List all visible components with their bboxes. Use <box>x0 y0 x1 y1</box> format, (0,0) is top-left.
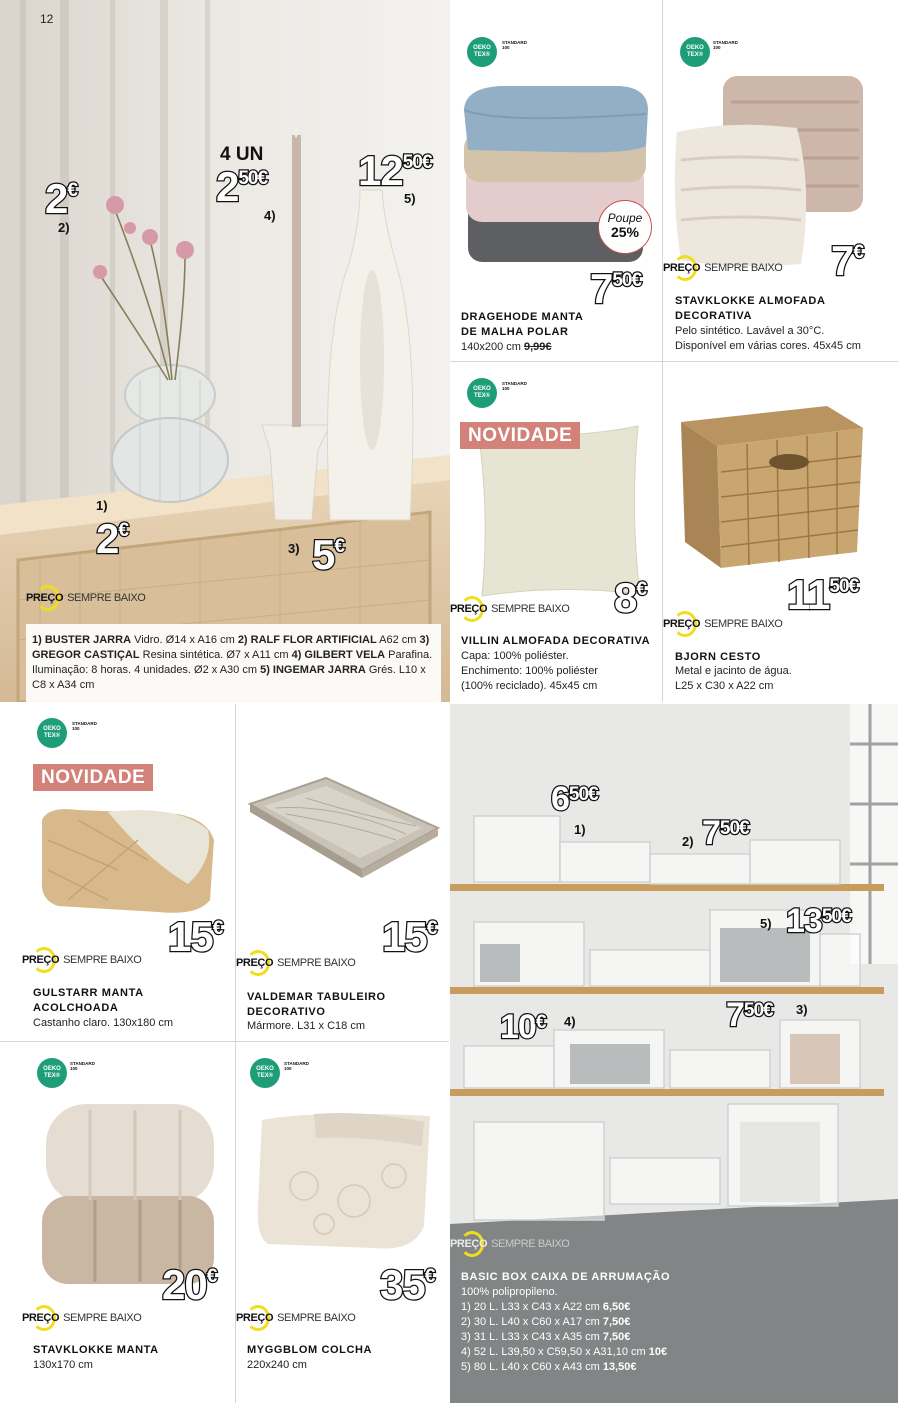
price-ingemar: 1250€ <box>358 147 432 194</box>
product-desc: 220x240 cm <box>247 1359 307 1371</box>
product-desc: Castanho claro. 130x180 cm <box>33 1017 174 1029</box>
price-villin: 8€ <box>614 574 646 621</box>
poupe-badge: Poupe 25% <box>598 200 652 254</box>
price-box-1: 650€ <box>551 780 598 818</box>
price-box-3: 750€ <box>726 996 773 1034</box>
product-valdemar <box>236 704 448 1040</box>
preco-sempre-baixo-logo: PREÇO SEMPRE BAIXO <box>26 585 145 611</box>
product-myggblom <box>236 1042 448 1403</box>
marker-box-4: 4) <box>564 1014 576 1029</box>
product-desc: 130x170 cm <box>33 1359 93 1371</box>
divider <box>235 704 236 1403</box>
oeko-tex-icon: OEKO TEX® <box>467 37 497 67</box>
price-vela: 250€ <box>216 163 268 210</box>
product-desc: Capa: 100% poliéster. Enchimento: 100% poliéster (100% reciclado). 45x45 cm <box>461 650 598 692</box>
page-number: 12 <box>40 12 54 26</box>
divider <box>450 361 898 362</box>
old-price: 9,99€ <box>523 341 552 353</box>
marker-2: 2) <box>58 220 70 235</box>
price-buster: 2€ <box>96 515 128 562</box>
standard-100-label: STANDARD 100 <box>713 40 738 50</box>
divider <box>0 1041 449 1042</box>
price-box-5: 1350€ <box>786 902 851 940</box>
product-desc: Mármore. L31 x C18 cm <box>247 1020 365 1032</box>
product-desc: 140x200 cm 9,99€ <box>461 341 552 353</box>
oeko-tex-icon: OEKO TEX® <box>250 1058 280 1088</box>
product-gulstarr <box>0 704 234 1040</box>
bedspread-image <box>254 1106 436 1256</box>
price-bjorn: 1150€ <box>787 571 859 618</box>
product-desc: Metal e jacinto de água. L25 x C30 x A22 cm <box>675 665 792 692</box>
product-title: VILLIN ALMOFADA DECORATIVA <box>461 635 651 647</box>
standard-100-label: STANDARD 100 <box>502 40 527 50</box>
marker-1: 1) <box>96 498 108 513</box>
standard-100-label: STANDARD 100 <box>70 1061 95 1071</box>
price-jarra-flor: 2€ <box>45 175 77 222</box>
preco-sempre-baixo-logo: PREÇO SEMPRE BAIXO <box>236 1305 355 1331</box>
vela-quantity: 4 UN <box>220 144 264 165</box>
preco-sempre-baixo-logo: PREÇO SEMPRE BAIXO <box>22 1305 141 1331</box>
price-box-2: 750€ <box>702 814 749 852</box>
oeko-tex-icon: OEKO TEX® <box>467 378 497 408</box>
preco-sempre-baixo-logo: PREÇO SEMPRE BAIXO <box>450 1231 569 1257</box>
marker-4: 4) <box>264 208 276 223</box>
hero-panel <box>0 0 450 702</box>
price-gulstarr: 15€ <box>168 913 223 960</box>
price-box-4: 10€ <box>500 1008 546 1046</box>
standard-100-label: STANDARD 100 <box>502 381 527 391</box>
product-desc: Pelo sintético. Lavável a 30°C. Disponível em várias cores. 45x45 cm <box>675 325 861 352</box>
preco-sempre-baixo-logo: PREÇO SEMPRE BAIXO <box>22 947 141 973</box>
marker-5: 5) <box>404 191 416 206</box>
product-title: STAVKLOKKE ALMOFADA DECORATIVA <box>675 295 826 322</box>
product-title: STAVKLOKKE MANTA <box>33 1344 159 1356</box>
oeko-tex-icon: OEKO TEX® <box>680 37 710 67</box>
marker-3: 3) <box>288 541 300 556</box>
marble-tray-image <box>246 774 441 884</box>
marker-box-1: 1) <box>574 822 586 837</box>
price-myggblom: 35€ <box>380 1261 435 1308</box>
standard-100-label: STANDARD 100 <box>72 721 97 731</box>
product-title: BJORN CESTO <box>675 651 761 663</box>
product-title: BASIC BOX CAIXA DE ARRUMAÇÃO <box>461 1271 671 1283</box>
preco-sempre-baixo-logo: PREÇO SEMPRE BAIXO <box>236 950 355 976</box>
product-title: MYGGBLOM COLCHA <box>247 1344 373 1356</box>
preco-sempre-baixo-logo: PREÇO SEMPRE BAIXO <box>450 596 569 622</box>
price-stavklokke-manta: 20€ <box>162 1261 217 1308</box>
novidade-badge: NOVIDADE <box>460 422 580 449</box>
hero-description: 1) BUSTER JARRA Vidro. Ø14 x A16 cm 2) RALF FLOR ARTIFICIAL A62 cm 3) GREGOR CASTIÇAL Resina sintética. Ø7 x A11 cm 4) GILBERT VELA Parafina. Iluminação: 8 horas. 4 unidades. Ø2 x A30 cm 5) INGEMAR JARRA Grés. L10 x C8 x A34 cm <box>32 634 433 691</box>
product-stavklokke-manta <box>0 1042 234 1403</box>
marker-box-3: 3) <box>796 1002 808 1017</box>
price-dragehode: 750€ <box>590 265 642 312</box>
standard-100-label: STANDARD 100 <box>284 1061 309 1071</box>
product-desc: 100% polipropileno. 1) 20 L. L33 x C43 x A22 cm 6,50€ 2) 30 L. L40 x C60 x A17 cm 7,50€ 3) 31 L. L33 x C43 x A35 cm 7,50€ 4) 52 L. L39,50 x C59,50 x A31,10 cm 10€ 5) 80 L. L40 x C60 x A43 cm 13,50€ <box>461 1286 668 1373</box>
marker-box-2: 2) <box>682 834 694 849</box>
price-stavklokke-almofada: 7€ <box>831 237 863 284</box>
quilt-image <box>38 800 223 920</box>
divider <box>662 0 663 702</box>
basket-image <box>677 402 867 572</box>
product-dragehode <box>450 0 662 360</box>
product-villin <box>450 362 662 702</box>
price-gregor: 5€ <box>312 531 344 578</box>
product-title: GULSTARR MANTA ACOLCHOADA <box>33 987 144 1014</box>
oeko-tex-icon: OEKO TEX® <box>37 1058 67 1088</box>
price-valdemar: 15€ <box>382 913 437 960</box>
preco-sempre-baixo-logo: PREÇO SEMPRE BAIXO <box>663 255 782 281</box>
product-bjorn <box>663 362 898 702</box>
novidade-badge: NOVIDADE <box>33 764 153 791</box>
product-title: VALDEMAR TABULEIRO DECORATIVO <box>247 991 386 1018</box>
product-title: DRAGEHODE MANTA DE MALHA POLAR <box>461 311 584 338</box>
oeko-tex-icon: OEKO TEX® <box>37 718 67 748</box>
marker-box-5: 5) <box>760 916 772 931</box>
product-basic-box <box>450 704 898 1403</box>
preco-sempre-baixo-logo: PREÇO SEMPRE BAIXO <box>663 611 782 637</box>
product-stavklokke-almofada <box>663 0 898 360</box>
